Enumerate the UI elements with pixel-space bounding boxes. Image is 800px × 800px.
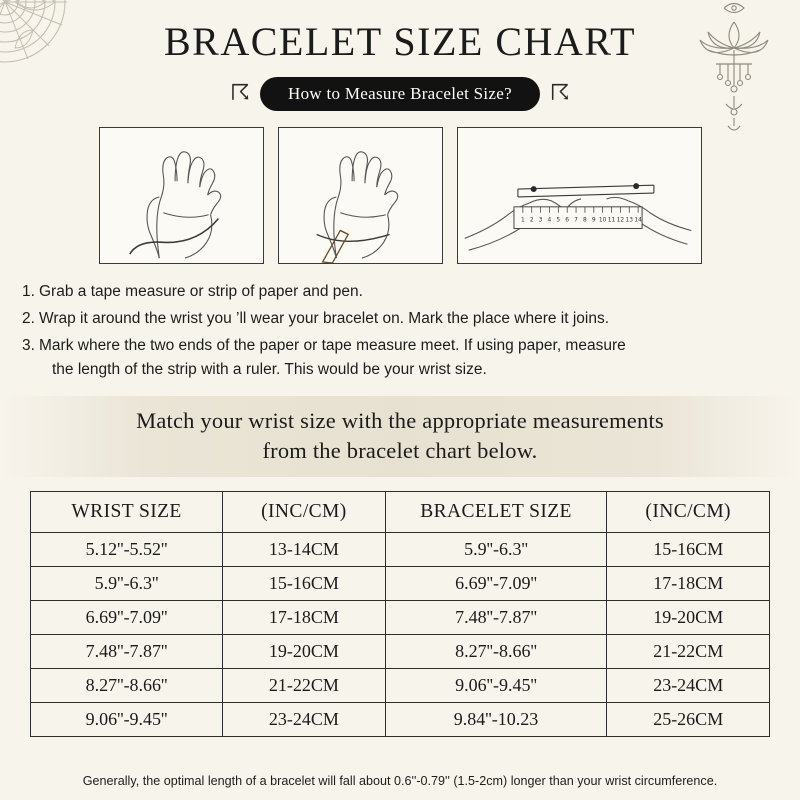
table-header-row: [31, 492, 770, 533]
step-text-line1: Mark where the two ends of the paper or tape measure meet. If using paper, measure: [39, 337, 626, 355]
svg-text:10: 10: [598, 217, 606, 224]
cell-wrist-in: 7.48''-7.87'': [31, 635, 223, 669]
table-row: [31, 567, 770, 601]
cell-wrist-in: 8.27''-8.66'': [31, 669, 223, 703]
flourish-left-icon: ☈: [230, 81, 251, 106]
cell-bracelet-in: 9.06''-9.45'': [385, 669, 607, 703]
svg-text:12: 12: [616, 217, 624, 224]
cell-wrist-cm: 15-16CM: [223, 567, 386, 601]
svg-text:5: 5: [555, 217, 560, 224]
size-table: [30, 491, 770, 737]
subtitle-row: [0, 77, 800, 111]
cell-wrist-cm: 19-20CM: [223, 635, 386, 669]
cell-wrist-in: 9.06''-9.45'': [31, 703, 223, 737]
page-title: BRACELET SIZE CHART: [163, 19, 637, 64]
cell-bracelet-in: 6.69''-7.09'': [385, 567, 607, 601]
step-item: [22, 280, 782, 304]
svg-text:6: 6: [564, 217, 569, 224]
th-wrist-size: WRIST SIZE: [31, 492, 223, 533]
step-text-line2: the length of the strip with a ruler. This would be your wrist size.: [52, 361, 487, 379]
table-row: [31, 601, 770, 635]
cell-wrist-in: 5.12''-5.52'': [31, 533, 223, 567]
svg-text:7: 7: [573, 217, 578, 224]
illustration-ruler-measuring-strip: [457, 127, 702, 264]
svg-text:3: 3: [538, 217, 542, 224]
cell-bracelet-cm: 19-20CM: [607, 601, 770, 635]
illustration-row: [0, 127, 800, 264]
svg-text:8: 8: [582, 217, 587, 224]
cell-bracelet-cm: 17-18CM: [607, 567, 770, 601]
banner-line-2: from the bracelet chart below.: [262, 437, 538, 463]
cell-bracelet-in: 7.48''-7.87'': [385, 601, 607, 635]
cell-bracelet-in: 5.9''-6.3'': [385, 533, 607, 567]
cell-bracelet-cm: 23-24CM: [607, 669, 770, 703]
step-number: 3.: [22, 337, 35, 355]
cell-bracelet-cm: 15-16CM: [607, 533, 770, 567]
illustration-hand-with-tape-measure: [99, 127, 264, 264]
svg-text:14: 14: [633, 217, 642, 224]
match-banner: [0, 396, 800, 477]
table-row: [31, 635, 770, 669]
step-number: 1.: [22, 283, 35, 300]
cell-wrist-cm: 21-22CM: [223, 669, 386, 703]
cell-wrist-in: 6.69''-7.09'': [31, 601, 223, 635]
table-row: [31, 669, 770, 703]
svg-text:11: 11: [607, 217, 615, 224]
step-number: 2.: [22, 310, 35, 328]
table-row: [31, 703, 770, 737]
flourish-right-icon: ☈: [549, 81, 570, 106]
cell-wrist-in: 5.9''-6.3'': [31, 567, 223, 601]
footer-note: Generally, the optimal length of a bracelet will fall about 0.6''-0.79'' (1.5-2cm) longer than your wrist circumference.: [82, 774, 718, 788]
cell-bracelet-cm: 25-26CM: [607, 703, 770, 737]
subtitle-badge: How to Measure Bracelet Size?: [260, 77, 540, 111]
svg-text:2: 2: [529, 217, 534, 224]
cell-bracelet-in: 8.27''-8.66'': [385, 635, 607, 669]
cell-wrist-cm: 17-18CM: [223, 601, 386, 635]
step-item: [22, 334, 782, 382]
table-header: [31, 492, 770, 533]
size-table-wrapper: [30, 491, 770, 737]
instruction-steps: [22, 280, 782, 382]
cell-wrist-cm: 23-24CM: [223, 703, 386, 737]
table-row: [31, 533, 770, 567]
svg-text:13: 13: [625, 217, 633, 224]
svg-text:4: 4: [547, 217, 551, 224]
cell-wrist-cm: 13-14CM: [223, 533, 386, 567]
svg-text:1: 1: [520, 217, 525, 224]
step-text: Grab a tape measure or strip of paper and pen.: [39, 283, 363, 300]
illustration-hand-with-paper-strip: [278, 127, 443, 264]
step-text: Wrap it around the wrist you ’ll wear your bracelet on. Mark the place where it joins.: [39, 310, 610, 328]
step-text: [39, 334, 782, 382]
th-bracelet-unit: (INC/CM): [607, 492, 770, 533]
cell-bracelet-in: 9.84''-10.23: [385, 703, 607, 737]
step-item: [22, 307, 782, 331]
th-wrist-unit: (INC/CM): [223, 492, 386, 533]
svg-text:9: 9: [591, 217, 596, 224]
banner-line-1: Match your wrist size with the appropriate measurements: [136, 408, 664, 434]
table-body: [31, 533, 770, 737]
cell-bracelet-cm: 21-22CM: [607, 635, 770, 669]
th-bracelet-size: BRACELET SIZE: [385, 492, 607, 533]
